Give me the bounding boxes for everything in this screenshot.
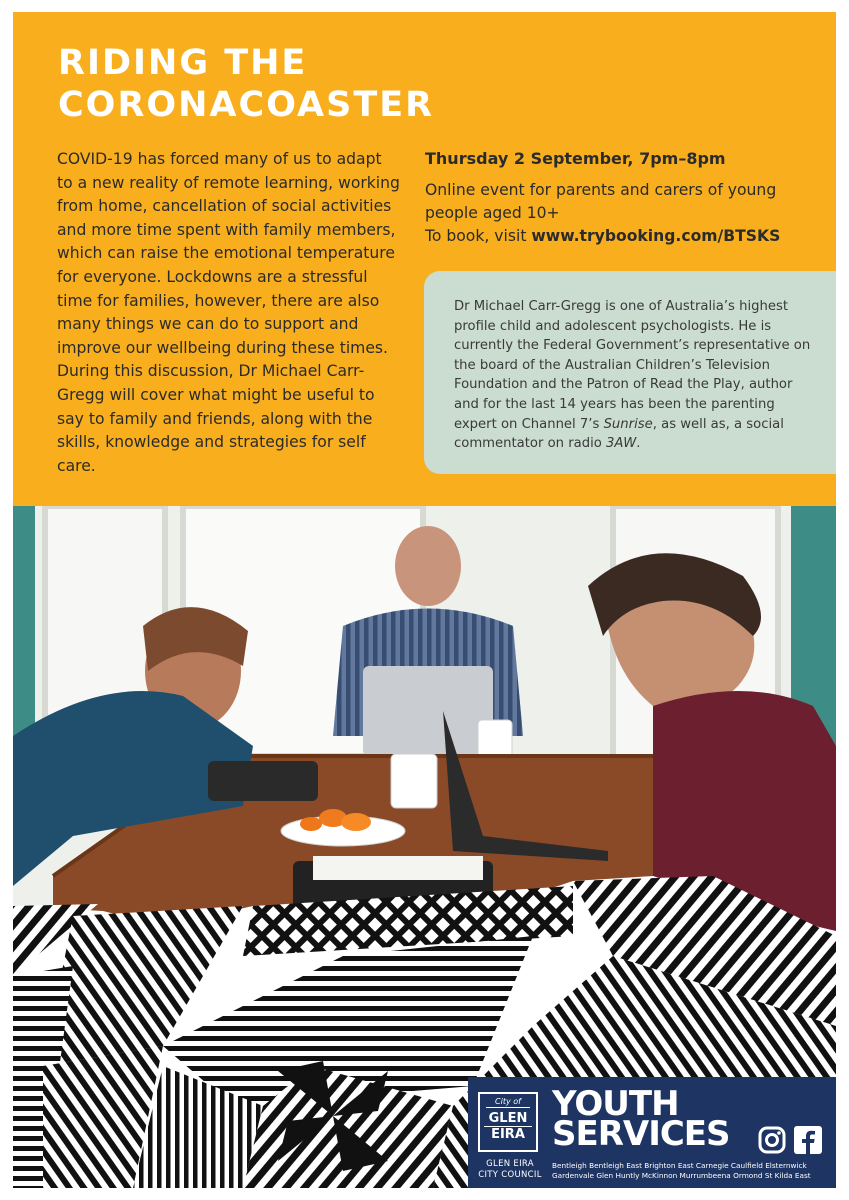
bio-part-2: , as well as, a social commentator on radio [454, 416, 784, 452]
council-line-1: GLEN EIRA [486, 1159, 534, 1169]
speaker-bio-box [424, 271, 836, 474]
page-title [58, 42, 578, 126]
suburbs-line-2: Gardenvale Glen Huntly McKinnon Murrumbeena Ormond St Kilda East [552, 1171, 811, 1180]
logo-eira: EIRA [491, 1127, 525, 1142]
logo-glen: GLEN [484, 1111, 532, 1127]
title-line-2: CORONACOASTER [58, 85, 435, 125]
title-line-1: RIDING THE [58, 43, 308, 83]
glen-eira-logo [478, 1092, 538, 1152]
youth-services-wordmark [552, 1084, 730, 1154]
bio-part-1: Dr Michael Carr-Gregg is one of Australia’s highest profile child and adolescent psychologists. He is currently the Federal Government’s representative on the board of the Australian Children’s Television Foundation and the Patron of Read the Play, author and for the last 14 years has been the parenting expert on Channel 7’s [454, 299, 811, 432]
booking-prefix: To book, visit [425, 227, 532, 245]
booking-link[interactable]: www.trybooking.com/BTSKS [531, 227, 781, 245]
top-panel [13, 12, 836, 506]
suburb-list [552, 1161, 832, 1181]
intro-paragraph: COVID-19 has forced many of us to adapt to a new reality of remote learning, working from home, cancellation of social activities and more time spent with family members, which can raise the emotional temperature for everyone. Lockdowns are a stressful time for families, however, there are also many things we can do to support and improve our wellbeing during these times. During this discussion, Dr Michael Carr-Gregg will cover what might be useful to say to family and friends, along with the skills, knowledge and strategies for self care. [57, 150, 400, 475]
youth-word: YOUTH [552, 1084, 679, 1124]
footer-banner [468, 1077, 836, 1188]
bio-show: Sunrise [603, 416, 653, 432]
council-line-2: CITY COUNCIL [478, 1169, 542, 1180]
facebook-icon[interactable] [794, 1126, 822, 1154]
council-name [474, 1159, 546, 1180]
suburbs-line-1: Bentleigh Bentleigh East Brighton East Carnegie Caulfield Elsternwick [552, 1161, 807, 1170]
instagram-icon[interactable] [758, 1126, 786, 1154]
bio-radio: 3AW [606, 436, 637, 452]
services-word: SERVICES [552, 1114, 730, 1154]
logo-city: City of [486, 1097, 530, 1108]
speaker-bio [454, 297, 818, 454]
event-date: Thursday 2 September, 7pm–8pm [425, 149, 726, 168]
event-description: Online event for parents and carers of young people aged 10+ [425, 181, 777, 222]
poster [13, 12, 836, 1188]
bio-part-3: . [636, 436, 641, 452]
event-details [425, 179, 820, 248]
